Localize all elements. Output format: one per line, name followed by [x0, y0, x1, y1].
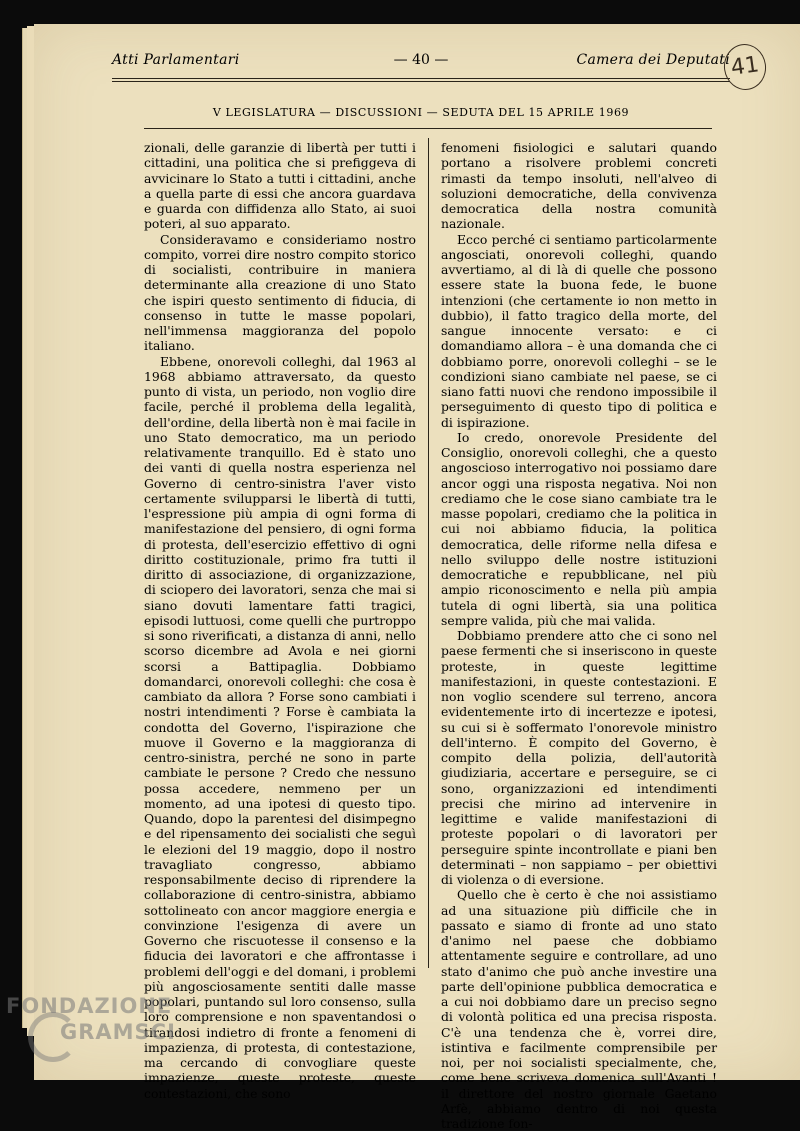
column-divider [428, 138, 429, 968]
watermark-line-1: FONDAZIONE [6, 994, 173, 1018]
header-right: Camera dei Deputati [576, 52, 730, 68]
paragraph: fenomeni fisiologici e salutari quando portano a risolvere problemi concreti rimasti da tempo insoluti, nell'alveo di soluzioni democratiche, della convivenza democratica della nostra comunità nazionale. [441, 140, 717, 232]
subheader-rule [144, 128, 712, 129]
fondazione-gramsci-watermark [6, 994, 206, 1074]
paragraph: Quello che è certo è che noi assistiamo ad una situazione più difficile che in passato e siamo di fronte ad uno stato d'animo nel paese che dobbiamo attentamente seguire e controllare, ad uno stato d'animo che può anche investire una parte dell'opinione pubblica democratica e a cui noi dobbiamo dare un preciso segno di volontà politica ed una precisa risposta. C'è una tendenza che è, vorrei dire, istintiva e facilmente comprensibile per noi, per noi socialisti specialmente, che, come bene scriveva domenica sull'Avanti ! il direttore del nostro giornale Gaetano Arfè, abbiamo dentro di noi questa tradizione fon- [441, 887, 717, 1131]
header-rule [112, 78, 730, 82]
session-subheader: V LEGISLATURA — DISCUSSIONI — SEDUTA DEL 15 APRILE 1969 [212, 106, 630, 119]
paragraph: Dobbiamo prendere atto che ci sono nel paese fermenti che si inseriscono in queste proteste, in queste legittime manifestazioni, in queste contestazioni. E non voglio scendere sul terreno, ancora evidentemente irto di incertezze e ipotesi, su cui si è soffermato l'onorevole ministro dell'interno. È compito del Governo, è compito della polizia, dell'autorità giudiziaria, accertare e perseguire, se ci sono, organizzazioni ed intendimenti precisi che mirino ad intervenire in legittime e valide manifestazioni di proteste popolari o di lavoratori per perseguire spinte incontrollate e piani ben determinati – non sappiamo – per obiettivi di violenza o di eversione. [441, 628, 717, 887]
page-header [112, 52, 730, 78]
paragraph: zionali, delle garanzie di libertà per tutti i cittadini, una politica che si prefiggeva di avvicinare lo Stato a tutti i cittadini, anche a quella parte di essi che ancora guardava e guarda con diffidenza allo Stato, ai suoi poteri, al suo apparato. [144, 140, 416, 232]
right-column [441, 140, 717, 1131]
header-page-number: — 40 — [393, 52, 449, 68]
paragraph: Io credo, onorevole Presidente del Consiglio, onorevoli colleghi, che a questo angoscioso interrogativo noi possiamo dare ancor oggi una risposta negativa. Noi non crediamo che le cose siano cambiate tra le masse popolari, crediamo che la politica in cui noi abbiamo fiducia, la politica democratica, delle riforme nella difesa e nello sviluppo delle nostre istituzioni democratiche e repubblicane, nel più ampio riconoscimento e nella più ampia tutela di ogni libertà, sia una politica sempre valida, più che mai valida. [441, 429, 717, 628]
paragraph: Ecco perché ci sentiamo particolarmente angosciati, onorevoli colleghi, quando avvertiamo, al di là di quelle che possono essere state la buona fede, le buone intenzioni (che certamente io non metto in dubbio), il fatto tragico della morte, del sangue innocente versato: e ci domandiamo allora – è una domanda che ci dobbiamo porre, onorevoli colleghi – se le condizioni siano cambiate nel paese, se ci siano fatti nuovi che rendono impossibile il perseguimento di questo tipo di politica e di ispirazione. [441, 231, 717, 430]
paragraph: Consideravamo e consideriamo nostro compito, vorrei dire nostro compito storico di socialisti, contribuire in maniera determinante alla creazione di uno Stato che ispiri questo sentimento di fiducia, di consenso in tutte le masse popolari, nell'immensa maggioranza del popolo italiano. [144, 231, 416, 354]
paragraph: Ebbene, onorevoli colleghi, dal 1963 al 1968 abbiamo attraversato, da questo punto di vista, un periodo, non voglio dire facile, perché il problema della legalità, dell'ordine, della libertà non è mai facile in uno Stato democratico, ma un periodo relativamente tranquillo. Ed è stato uno dei vanti di quella nostra esperienza nel Governo di centro-sinistra l'aver visto certamente svilupparsi le libertà di tutti, l'espressione più ampia di ogni forma di manifestazione del pensiero, di ogni forma di protesta, dell'esercizio effettivo di ogni diritto costituzionale, primo fra tutti il diritto di associazione, di organizzazione, di sciopero dei lavoratori, senza che mai si siano dovuti lamentare fatti tragici, episodi luttuosi, come quelli che purtroppo si sono riverificati, a distanza di anni, nello scorso dicembre ad Avola e nei giorni scorsi a Battipaglia. Dobbiamo domandarci, onorevoli colleghi: che cosa è cambiato da allora ? Forse sono cambiati i nostri intendimenti ? Forse è cambiata la condotta del Governo, l'ispirazione che muove il Governo e la maggioranza di centro-sinistra, perché ne sono in parte cambiate le persone ? Credo che nessuno possa accedere, nemmeno per un momento, ad una ipotesi di questo tipo. Quando, dopo la parentesi del disimpegno e del ripensamento dei socialisti che seguì le elezioni del 19 maggio, dopo il nostro travagliato congresso, abbiamo responsabilmente deciso di riprendere la collaborazione di centro-sinistra, abbiamo sottolineato con ancor maggiore energia e convinzione l'esigenza di avere un Governo che riscuotesse il consenso e la fiducia dei lavoratori e che affrontasse i problemi dell'oggi e del domani, i problemi più angosciosamente sentiti dalle masse popolari, puntando sul loro consenso, sulla loro comprensione e non spaventandosi o tirandosi indietro di fronte a fenomeni di impazienza, di protesta, di contestazione, ma cercando di convogliare queste impazienze, queste proteste, queste contestazioni, che sono [144, 353, 416, 1101]
watermark-line-2: GRAMSCI [60, 1020, 176, 1044]
left-column [144, 140, 416, 1101]
handwritten-folio-number: 41 [721, 41, 769, 92]
header-left: Atti Parlamentari [112, 52, 240, 68]
